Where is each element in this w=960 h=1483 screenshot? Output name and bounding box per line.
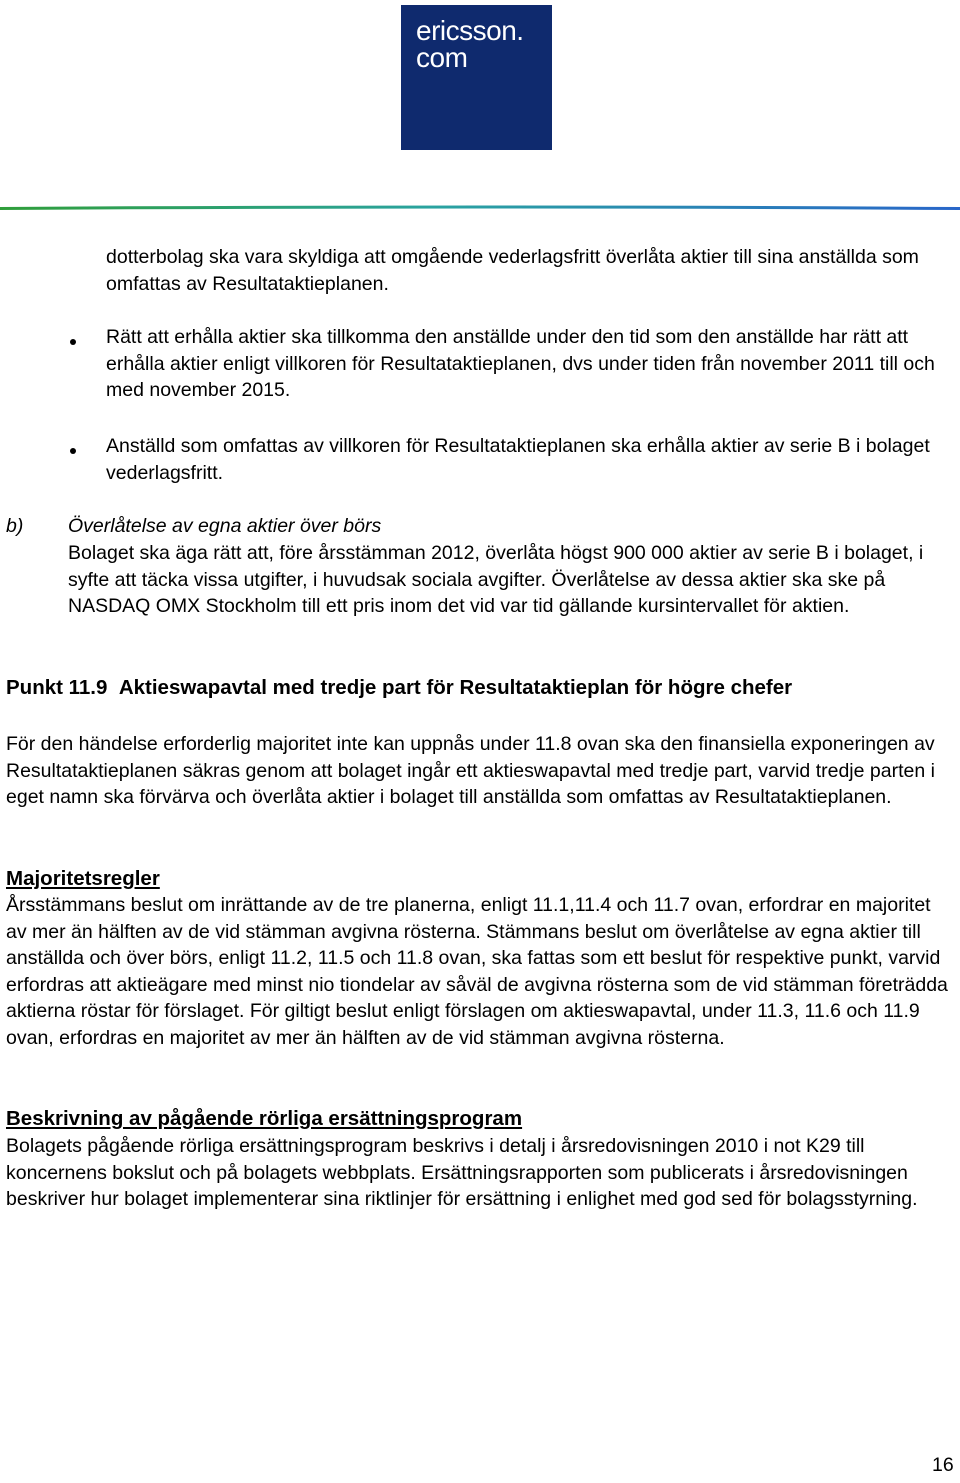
- bullet-item-2: Anställd som omfattas av villkoren för Resultataktieplanen ska erhålla aktier av serie B i bolaget vederlagsfritt.: [106, 435, 930, 484]
- majority-body: Årsstämmans beslut om inrättande av de tre planerna, enligt 11.1,11.4 och 11.7 ovan, erfordrar en majoritet av mer än hälften av de vid stämman avgivna rösterna. Stämmans beslut om överlåtelse av egna aktier till anställda och över börs, enligt 11.2, 11.5 och 11.8 ovan, ska fattas som ett beslut för respektive punkt, varvid erfordras att aktieägare med minst nio tiondelar av såväl de avgivna rösterna som de vid stämman företrädda aktierna röstar för förslaget. För giltigt beslut enligt förslagen om aktieswapavtal, under 11.3, 11.6 och 11.9 ovan, erfordras en majoritet av mer än hälften av de vid stämman avgivna rösterna.: [6, 894, 948, 1049]
- intro-paragraph: dotterbolag ska vara skyldiga att omgående vederlagsfritt överlåta aktier till sina anställda som omfattas av Resultataktieplanen.: [106, 246, 919, 295]
- punkt-title: Aktieswapavtal med tredje part för Resultataktieplan för högre chefer: [118, 676, 793, 699]
- bullet-dot-1: [70, 339, 76, 345]
- section-b-label: b): [6, 515, 24, 537]
- page-number: 16: [932, 1454, 954, 1476]
- punkt-heading: [6, 673, 956, 702]
- punkt-number: Punkt 11.9: [6, 676, 108, 699]
- header-rule: [0, 203, 960, 213]
- ericsson-logo: [401, 5, 552, 150]
- bullet-dot-2: [70, 448, 76, 454]
- section-b-body: Bolaget ska äga rätt att, före årsstämman 2012, överlåta högst 900 000 aktier av serie B i bolaget, i syfte att täcka vissa utgifter, i huvudsak sociala avgifter. Överlåtelse av dessa aktier ska ske på NASDAQ OMX Stockholm till ett pris inom det vid var tid gällande kursintervallet för aktien.: [68, 542, 924, 618]
- section-b-title: Överlåtelse av egna aktier över börs: [68, 515, 382, 537]
- programs-body: Bolagets pågående rörliga ersättningsprogram beskrivs i detalj i årsredovisningen 2010 i not K29 till koncernens bokslut och på bolagets webbplats. Ersättningsrapporten som publicerats i årsredovisningen beskriver hur bolaget implementerar sina riktlinjer för ersättning i enlighet med god sed för bolagsstyrning.: [6, 1135, 918, 1211]
- logo-line-2: com: [416, 42, 468, 73]
- majority-title: Majoritetsregler: [6, 867, 160, 890]
- punkt-body: För den händelse erforderlig majoritet inte kan uppnås under 11.8 ovan ska den finansiella exponeringen av Resultataktieplanen säkras genom att bolaget ingår ett aktieswapavtal med tredje part, varvid tredje parten i eget namn ska förvärva och överlåta aktier i bolaget till anställda som omfattas av Resultataktieplanen.: [6, 733, 935, 809]
- programs-title: Beskrivning av pågående rörliga ersättningsprogram: [6, 1107, 523, 1130]
- logo-line-1: ericsson.: [416, 15, 524, 46]
- bullet-item-1: Rätt att erhålla aktier ska tillkomma den anställde under den tid som den anställde har rätt att erhålla aktier enligt villkoren för Resultataktieplanen, dvs under tiden från november 2011 till och med november 2015.: [106, 326, 935, 402]
